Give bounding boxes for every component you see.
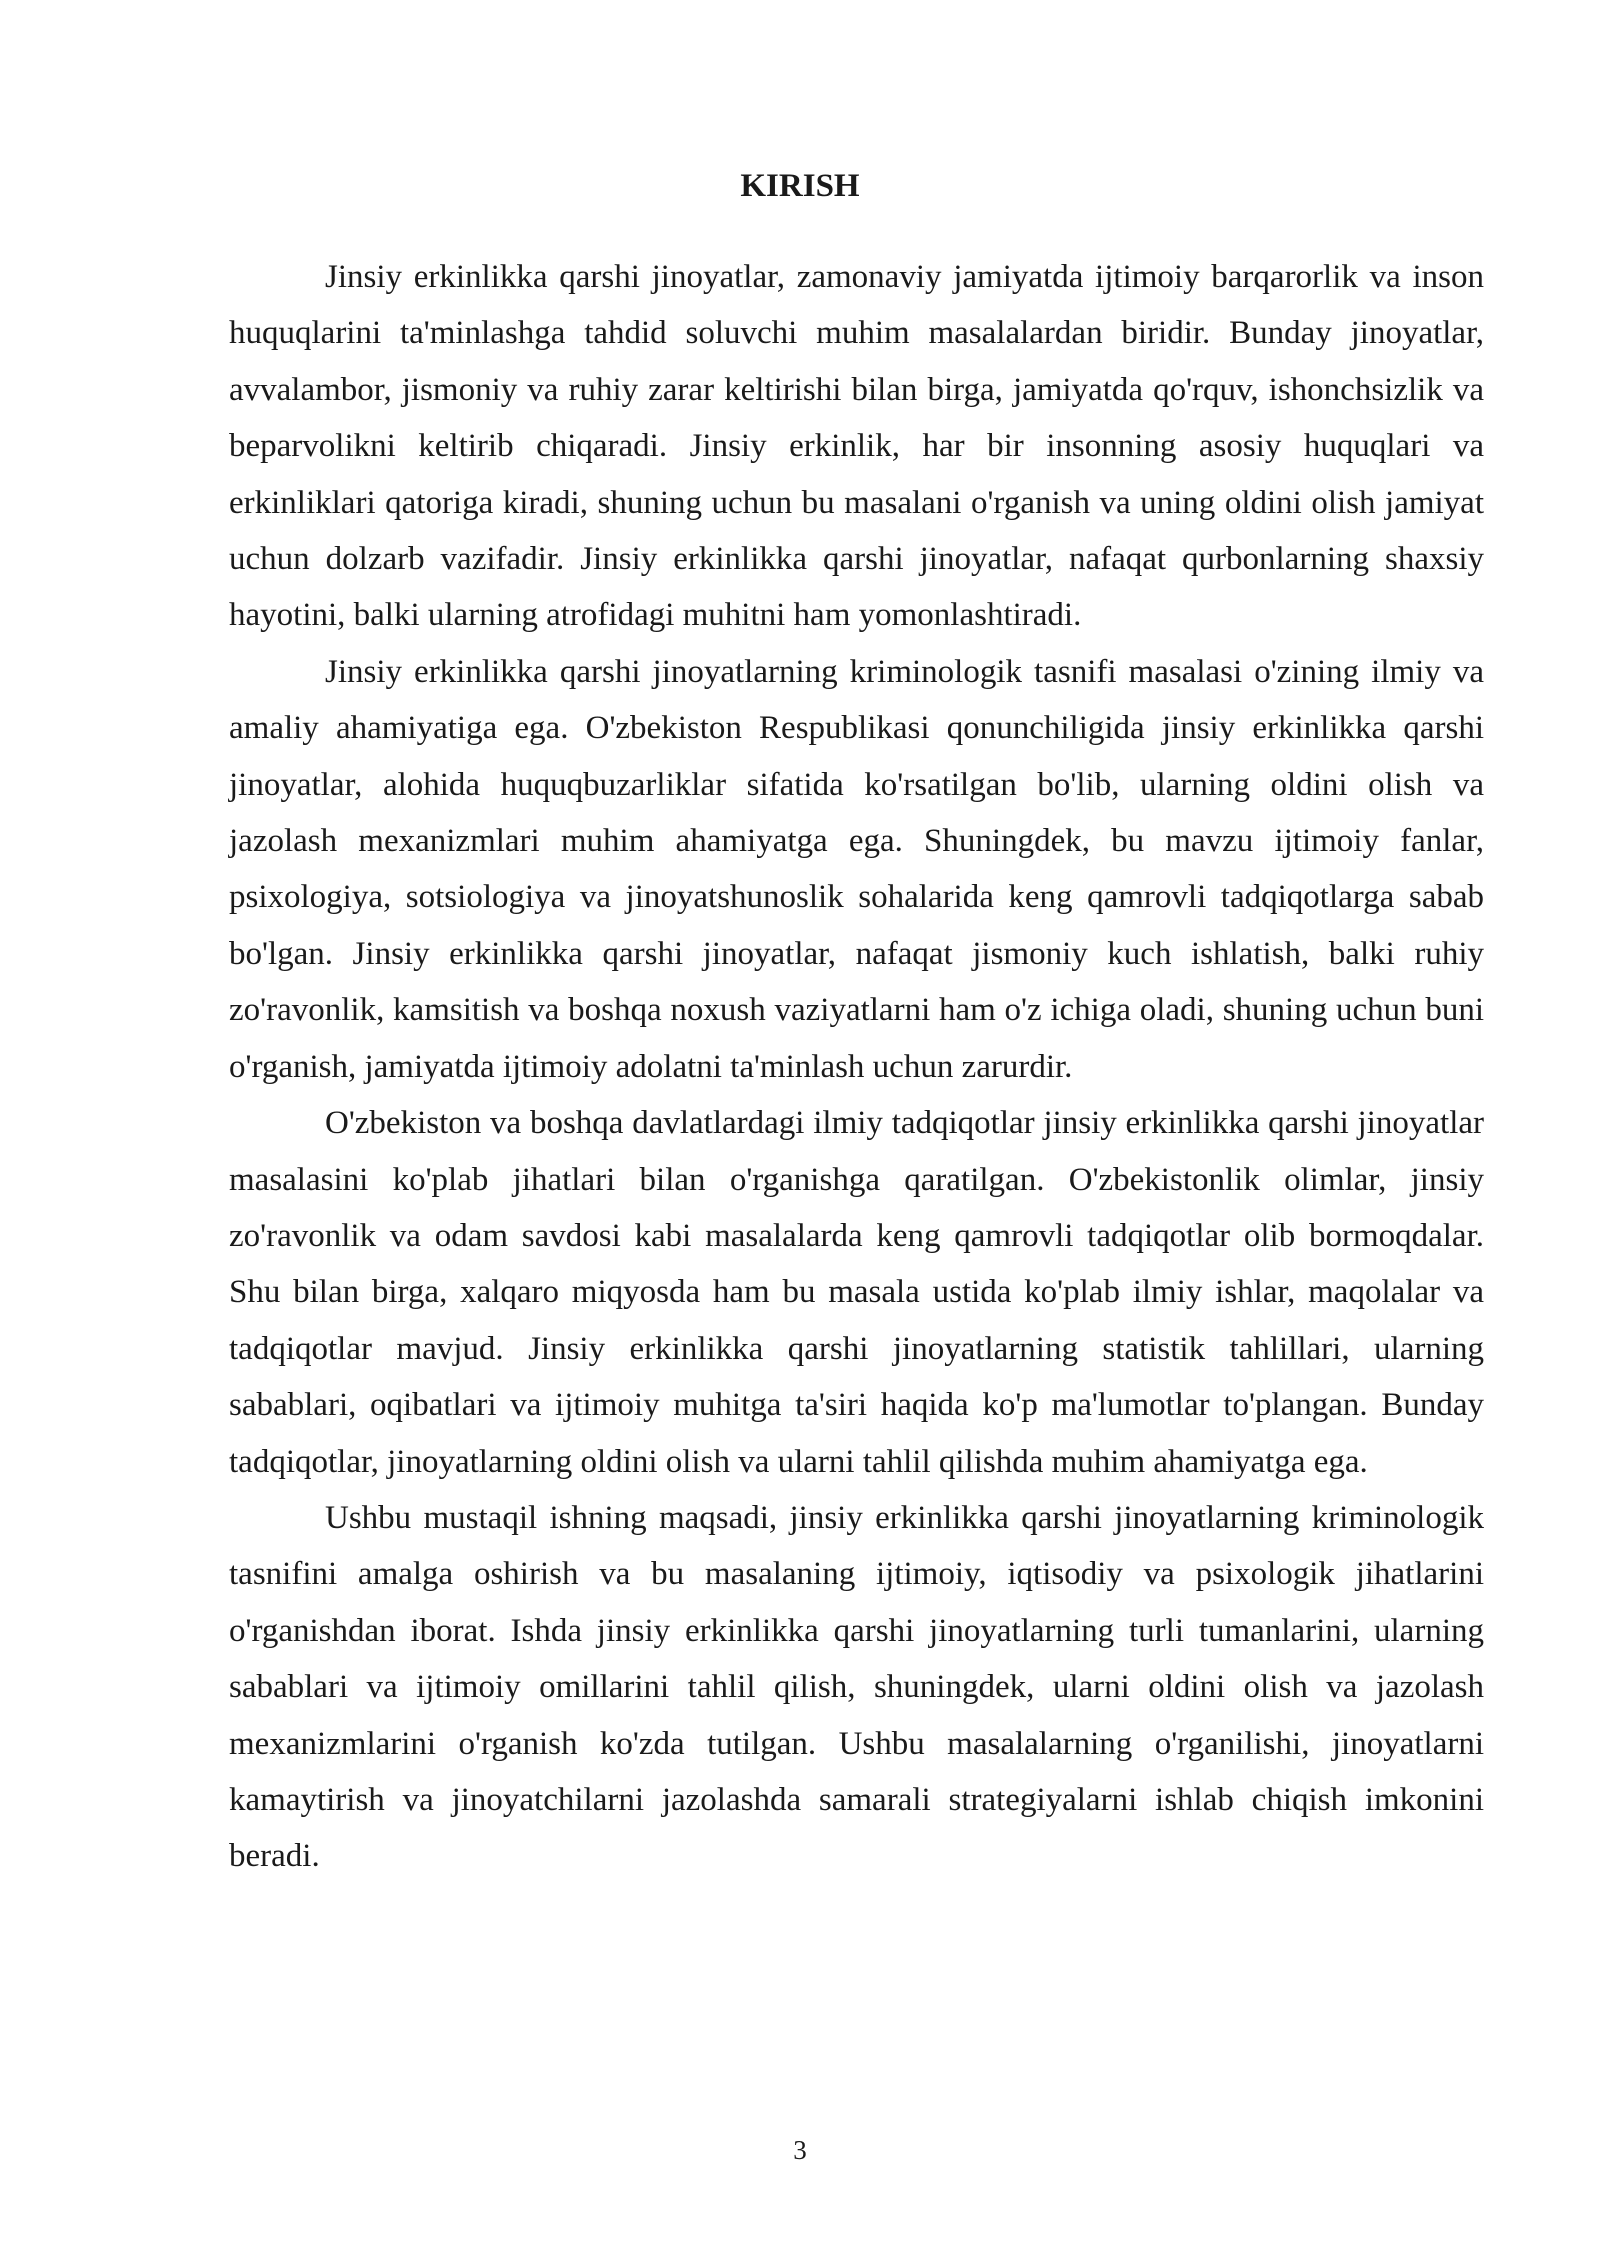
paragraph-3: O'zbekiston va boshqa davlatlardagi ilmiy tadqiqotlar jinsiy erkinlikka qarshi jinoyatlar masalasini ko'plab jihatlari bilan o'rganishga qaratilgan. O'zbekistonlik olimlar, jinsiy zo'ravonlik va odam savdosi kabi masalalarda keng qamrovli tadqiqotlar olib bormoqdalar. Shu bilan birga, xalqaro miqyosda ham bu masala ustida ko'plab ilmiy ishlar, maqolalar va tadqiqotlar mavjud. Jinsiy erkinlikka qarshi jinoyatlarning statistik tahlillari, ularning sabablari, oqibatlari va ijtimoiy muhitga ta'siri haqida ko'p ma'lumotlar to'plangan. Bunday tadqiqotlar, jinoyatlarning oldini olish va ularni tahlil qilishda muhim ahamiyatga ega. xyxy=(229,1105,1484,1480)
paragraph-1: Jinsiy erkinlikka qarshi jinoyatlar, zamonaviy jamiyatda ijtimoiy barqarorlik va inson huquqlarini ta'minlashga tahdid soluvchi muhim masalalardan biridir. Bunday jinoyatlar, avvalambor, jismoniy va ruhiy zarar keltirishi bilan birga, jamiyatda qo'rquv, ishonchsizlik va beparvolikni keltirib chiqaradi. Jinsiy erkinlik, har bir insonning asosiy huquqlari va erkinliklari qatoriga kiradi, shuning uchun bu masalani o'rganish va uning oldini olish jamiyat uchun dolzarb vazifadir. Jinsiy erkinlikka qarshi jinoyatlar, nafaqat qurbonlarning shaxsiy hayotini, balki ularning atrofidagi muhitni ham yomonlashtiradi. xyxy=(229,259,1484,634)
paragraph-2: Jinsiy erkinlikka qarshi jinoyatlarning kriminologik tasnifi masalasi o'zining ilmiy va amaliy ahamiyatiga ega. O'zbekiston Respublikasi qonunchiligida jinsiy erkinlikka qarshi jinoyatlar, alohida huquqbuzarliklar sifatida ko'rsatilgan bo'lib, ularning oldini olish va jazolash mexanizmlari muhim ahamiyatga ega. Shuningdek, bu mavzu ijtimoiy fanlar, psixologiya, sotsiologiya va jinoyatshunoslik sohalarida keng qamrovli tadqiqotlarga sabab bo'lgan. Jinsiy erkinlikka qarshi jinoyatlar, nafaqat jismoniy kuch ishlatish, balki ruhiy zo'ravonlik, kamsitish va boshqa noxush vaziyatlarni ham o'z ichiga oladi, shuning uchun buni o'rganish, jamiyatda ijtimoiy adolatni ta'minlash uchun zarurdir. xyxy=(229,653,1484,1085)
body-text xyxy=(229,249,1484,1885)
paragraph-4: Ushbu mustaqil ishning maqsadi, jinsiy erkinlikka qarshi jinoyatlarning kriminologik tasnifini amalga oshirish va bu masalaning ijtimoiy, iqtisodiy va psixologik jihatlarini o'rganishdan iborat. Ishda jinsiy erkinlikka qarshi jinoyatlarning turli tumanlarini, ularning sabablari va ijtimoiy omillarini tahlil qilish, shuningdek, ularni oldini olish va jazolash mexanizmlarini o'rganish ko'zda tutilgan. Ushbu masalalarning o'rganilishi, jinoyatlarni kamaytirish va jinoyatchilarni jazolashda samarali strategiyalarni ishlab chiqish imkonini beradi. xyxy=(229,1499,1484,1875)
section-heading: KIRISH xyxy=(740,168,860,204)
page-number: 3 xyxy=(793,2135,807,2165)
